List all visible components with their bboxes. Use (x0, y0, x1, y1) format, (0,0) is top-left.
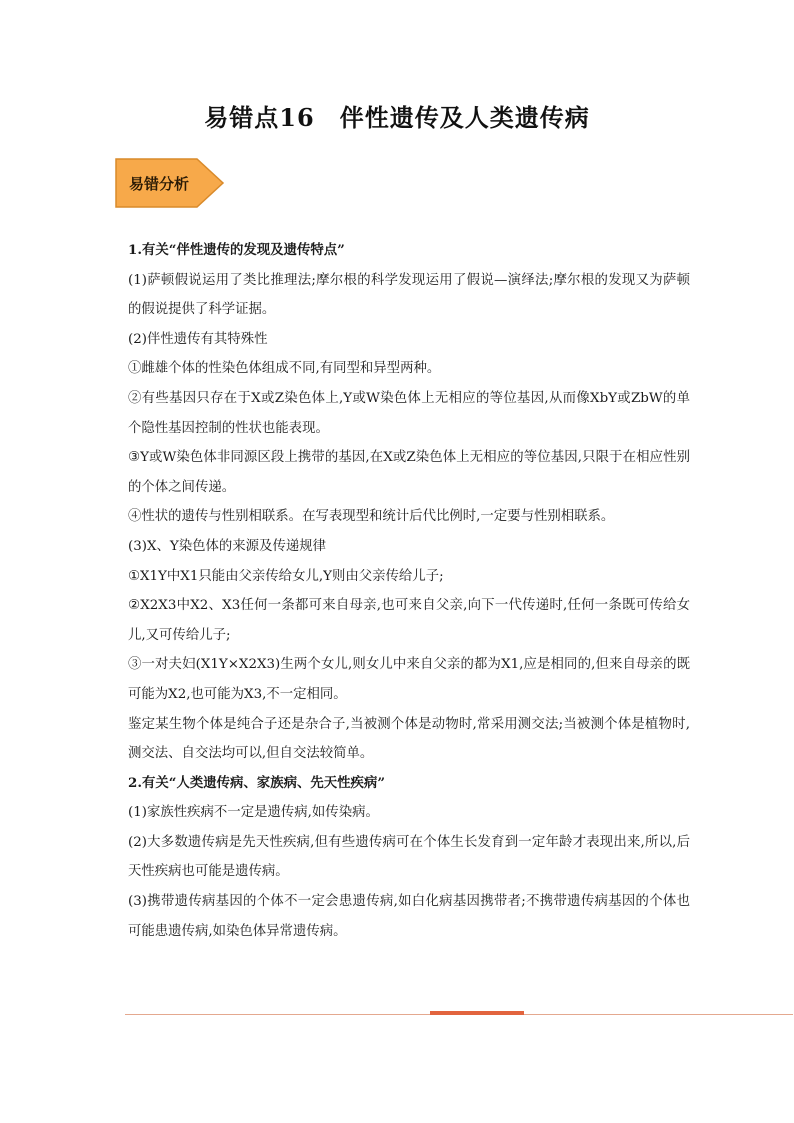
paragraph: (3)携带遗传病基因的个体不一定会患遗传病,如白化病基因携带者;不携带遗传病基因的个体也可能患遗传病,如染色体异常遗传病。 (128, 894, 690, 939)
section-heading: 1.有关“伴性遗传的发现及遗传特点” (128, 242, 345, 258)
document-body (128, 236, 690, 946)
paragraph: (3)X、Y染色体的来源及传递规律 (128, 538, 327, 554)
paragraph: ④性状的遗传与性别相联系。在写表现型和统计后代比例时,一定要与性别相联系。 (128, 509, 615, 525)
paragraph: 鉴定某生物个体是纯合子还是杂合子,当被测个体是动物时,常采用测交法;当被测个体是植物时,测交法、自交法均可以,但自交法较简单。 (128, 716, 690, 762)
section-heading: 2.有关“人类遗传病、家族病、先天性疾病” (128, 774, 386, 791)
paragraph: ③一对夫妇(X1Y×X2X3)生两个女儿,则女儿中来自父亲的都为X1,应是相同的,但来自母亲的既可能为X2,也可能为X3,不一定相同。 (128, 657, 690, 702)
section-badge (115, 158, 225, 208)
paragraph: ①雌雄个体的性染色体组成不同,有同型和异型两种。 (128, 361, 441, 377)
paragraph: ②X2X3中X2、X3任何一条都可来自母亲,也可来自父亲,向下一代传递时,任何一条既可传给女儿,又可传给儿子; (128, 598, 690, 643)
paragraph: ②有些基因只存在于X或Z染色体上,Y或W染色体上无相应的等位基因,从而像XbY或ZbW的单个隐性基因控制的性状也能表现。 (128, 390, 690, 436)
footer-accent-bar (430, 1011, 524, 1015)
badge-label: 易错分析 (129, 175, 190, 193)
paragraph: (1)萨顿假说运用了类比推理法;摩尔根的科学发现运用了假说—演绎法;摩尔根的发现又为萨顿的假说提供了科学证据。 (128, 272, 690, 318)
page-title: 易错点16 伴性遗传及人类遗传病 (204, 103, 590, 132)
paragraph: (2)大多数遗传病是先天性疾病,但有些遗传病可在个体生长发育到一定年龄才表现出来,所以,后天性疾病也可能是遗传病。 (128, 834, 690, 880)
paragraph: (2)伴性遗传有其特殊性 (128, 331, 268, 347)
paragraph: ①X1Y中X1只能由父亲传给女儿,Y则由父亲传给儿子; (128, 568, 444, 584)
paragraph: (1)家族性疾病不一定是遗传病,如传染病。 (128, 805, 379, 821)
paragraph: ③Y或W染色体非同源区段上携带的基因,在X或Z染色体上无相应的等位基因,只限于在相应性别的个体之间传递。 (128, 450, 690, 495)
